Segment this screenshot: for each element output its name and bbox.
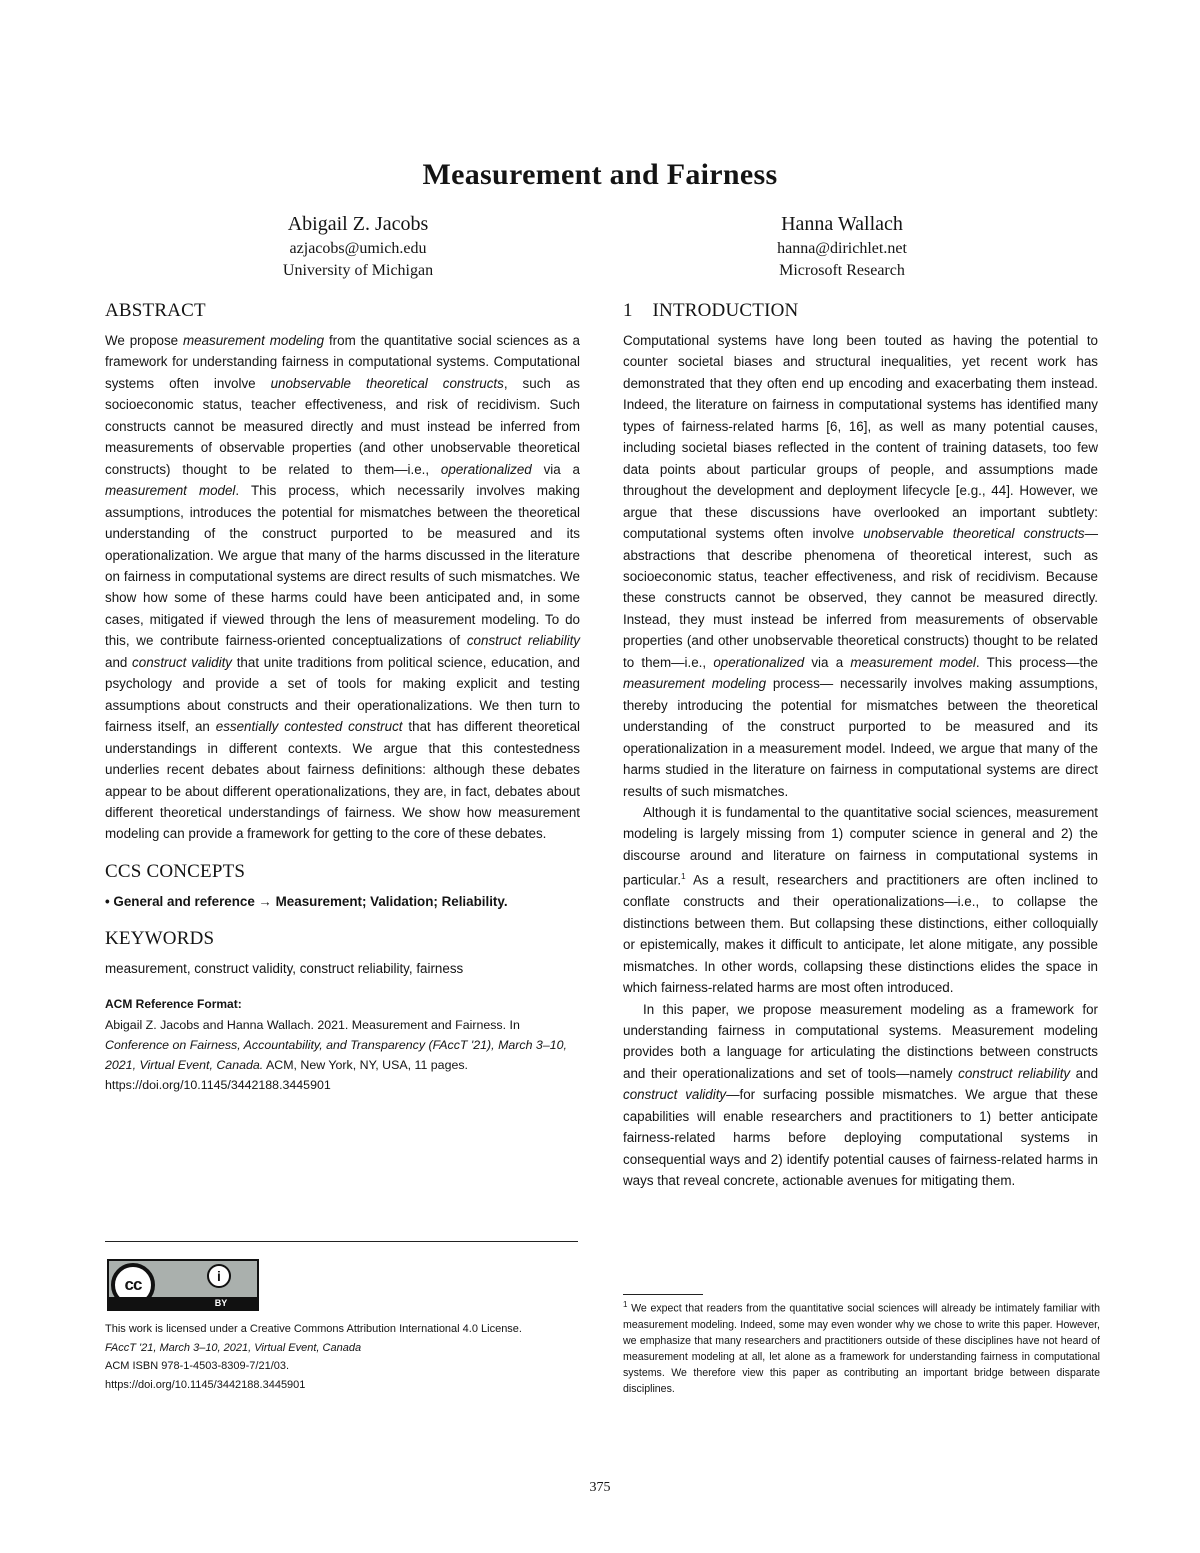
author-affiliation: University of Michigan [282,262,434,279]
ccs-concepts: • General and reference → Measurement; Validation; Reliability. [105,893,508,909]
keywords-text: measurement, construct validity, construct reliability, fairness [105,961,464,977]
license-block [105,1320,595,1394]
attribution-icon: i [207,1264,231,1288]
author-name: Hanna Wallach [781,213,903,235]
cc-by-license-badge [107,1259,259,1311]
footnote: $^1$ We expect that readers from the quantitative social sciences will already be intimately familiar with measurement modeling. Indeed, some may even wonder why we chose to write this paper. However, we emphasize that many researchers and practitioners outside of these disciplines have not heard of measurement modeling at all, let alone as a framework for understanding fairness in computational systems. We therefore view this paper as contributing an important bridge between disparate disciplines. [623,1300,1100,1395]
author-name: Abigail Z. Jacobs [287,213,429,235]
footnote-marker[interactable]: 1 [681,872,686,882]
license-isbn: ACM ISBN 978-1-4503-8309-7/21/03. [105,1360,290,1372]
ccs-heading: CCS CONCEPTS [105,860,246,882]
author-email: azjacobs@umich.edu [289,240,427,257]
license-divider [105,1241,578,1242]
right-column [623,298,1098,1192]
paper-title: Measurement and Fairness [422,158,778,191]
abstract-heading: ABSTRACT [105,300,206,321]
left-column [105,298,580,1095]
footnote-divider [623,1294,703,1295]
author-email: hanna@dirichlet.net [777,240,907,257]
license-venue: FAccT '21, March 3–10, 2021, Virtual Event, Canada [105,1341,362,1354]
intro-paragraph-2: Although it is fundamental to the quantitative social sciences, measurement modeling is largely missing from 1) computer science in general and 2) the discourse around and literature on fairness in computational systems in particular.$^1$ As a result, researchers and practitioners are often inclined to conflate constructs and their operationalizations—i.e., to collapse the distinctions between them. But collapsing these distinctions, either colloquially or epistemically, makes it difficult to anticipate, let alone mitigate, any possible mismatches. In other words, collapsing these distinctions elides the space in which fairness-related harms are most often introduced. [623,804,1098,996]
license-doi-link[interactable]: https://doi.org/10.1145/3442188.3445901 [105,1378,306,1391]
author-affiliation: Microsoft Research [779,262,905,279]
author-block-1 [208,210,508,282]
introduction-heading: 1 INTRODUCTION [623,300,799,321]
by-label: BY [214,1298,228,1308]
reference-format-heading: ACM Reference Format: [105,996,242,1011]
intro-paragraph-3: In this paper, we propose measurement modeling as a framework for understanding fairness in computational systems. Measurement modeling provides both a language for articulating the distinctions between constructs and their operationalizations and set of tools—namely construct reliability and construct validity—for surfacing possible mismatches. We argue that these capabilities will enable researchers and practitioners to 1) better anticipate fairness-related harms before deploying computational systems in consequential ways and 2) identify potential causes of fairness-related harms in ways that reveal concrete, actionable avenues for mitigating them. [623,1001,1099,1189]
intro-paragraph-1: Computational systems have long been touted as having the potential to counter societal biases and structural inequalities, yet recent work has demonstrated that they often end up encoding and exacerbating them instead. Indeed, the literature on fairness in computational systems has identified many types of fairness-related harms [6, 16], as well as many potential causes, including societal biases reflected in the content of training datasets, too few data points about particular groups of people, and assumptions made throughout the development and deployment lifecycle [e.g., 44]. However, we argue that these discussions have overlooked an important subtlety: computational systems often involve unobservable theoretical constructs—abstractions that describe phenomena of theoretical interest, such as socioeconomic status, teacher effectiveness, and risk of recidivism. Because these constructs cannot be observed, they cannot be measured directly. Instead, they must instead be inferred from measurements of observable properties (and other unobservable theoretical constructs) thought to be related to them—i.e., operationalized via a measurement model. This process—the measurement modeling process— necessarily involves making assumptions, thereby introducing the potential for mismatches between the theoretical understanding of the construct purported to be measured and its operationalization in a measurement model. Indeed, we argue that many of the harms studied in the literature on fairness in computational systems are direct results of such mismatches. [623,333,1099,799]
page-number: 375 [589,1480,611,1495]
keywords-heading: KEYWORDS [105,928,215,950]
reference-format-text: Abigail Z. Jacobs and Hanna Wallach. 2021. Measurement and Fairness. In Conference on Fairness, Accountability, and Transparency (FAccT '21), March 3–10, 2021, Virtual Event, Canada. ACM, New York, NY, USA, 11 pages. https://doi.org/10.1145/3442188.3445901 [105,1018,567,1093]
cc-icon: cc [111,1263,155,1307]
author-block-2 [692,210,992,282]
license-statement: This work is licensed under a Creative Commons Attribution International 4.0 License. [105,1323,522,1335]
abstract-text: We propose measurement modeling from the quantitative social sciences as a framework for understanding fairness in computational systems. Computational systems often involve unobservable theoretical constructs, such as socioeconomic status, teacher effectiveness, and risk of recidivism. Such constructs cannot be measured directly and must instead be inferred from measurements of observable properties (and other unobservable theoretical constructs) thought to be related to them—i.e., operationalized via a measurement model. This process, which necessarily involves making assumptions, introduces the potential for mismatches between the theoretical understanding of the construct purported to be measured and its operationalization. We argue that many of the harms discussed in the literature on fairness in computational systems are direct results of such mismatches. We show how some of these harms could have been anticipated and, in some cases, mitigated if viewed through the lens of measurement modeling. To do this, we contribute fairness-oriented conceptualizations of construct reliability and construct validity that unite traditions from political science, education, and psychology and provide a set of tools for making explicit and testing assumptions about constructs and their operationalizations. We then turn to fairness itself, an essentially contested construct that has different theoretical understandings in different contexts. We argue that this contestedness underlies recent debates about fairness definitions: although these debates appear to be about different operationalizations, they are, in fact, debates about different theoretical understandings of fairness. We show how measurement modeling can provide a framework for getting to the core of these debates. [105,333,581,842]
